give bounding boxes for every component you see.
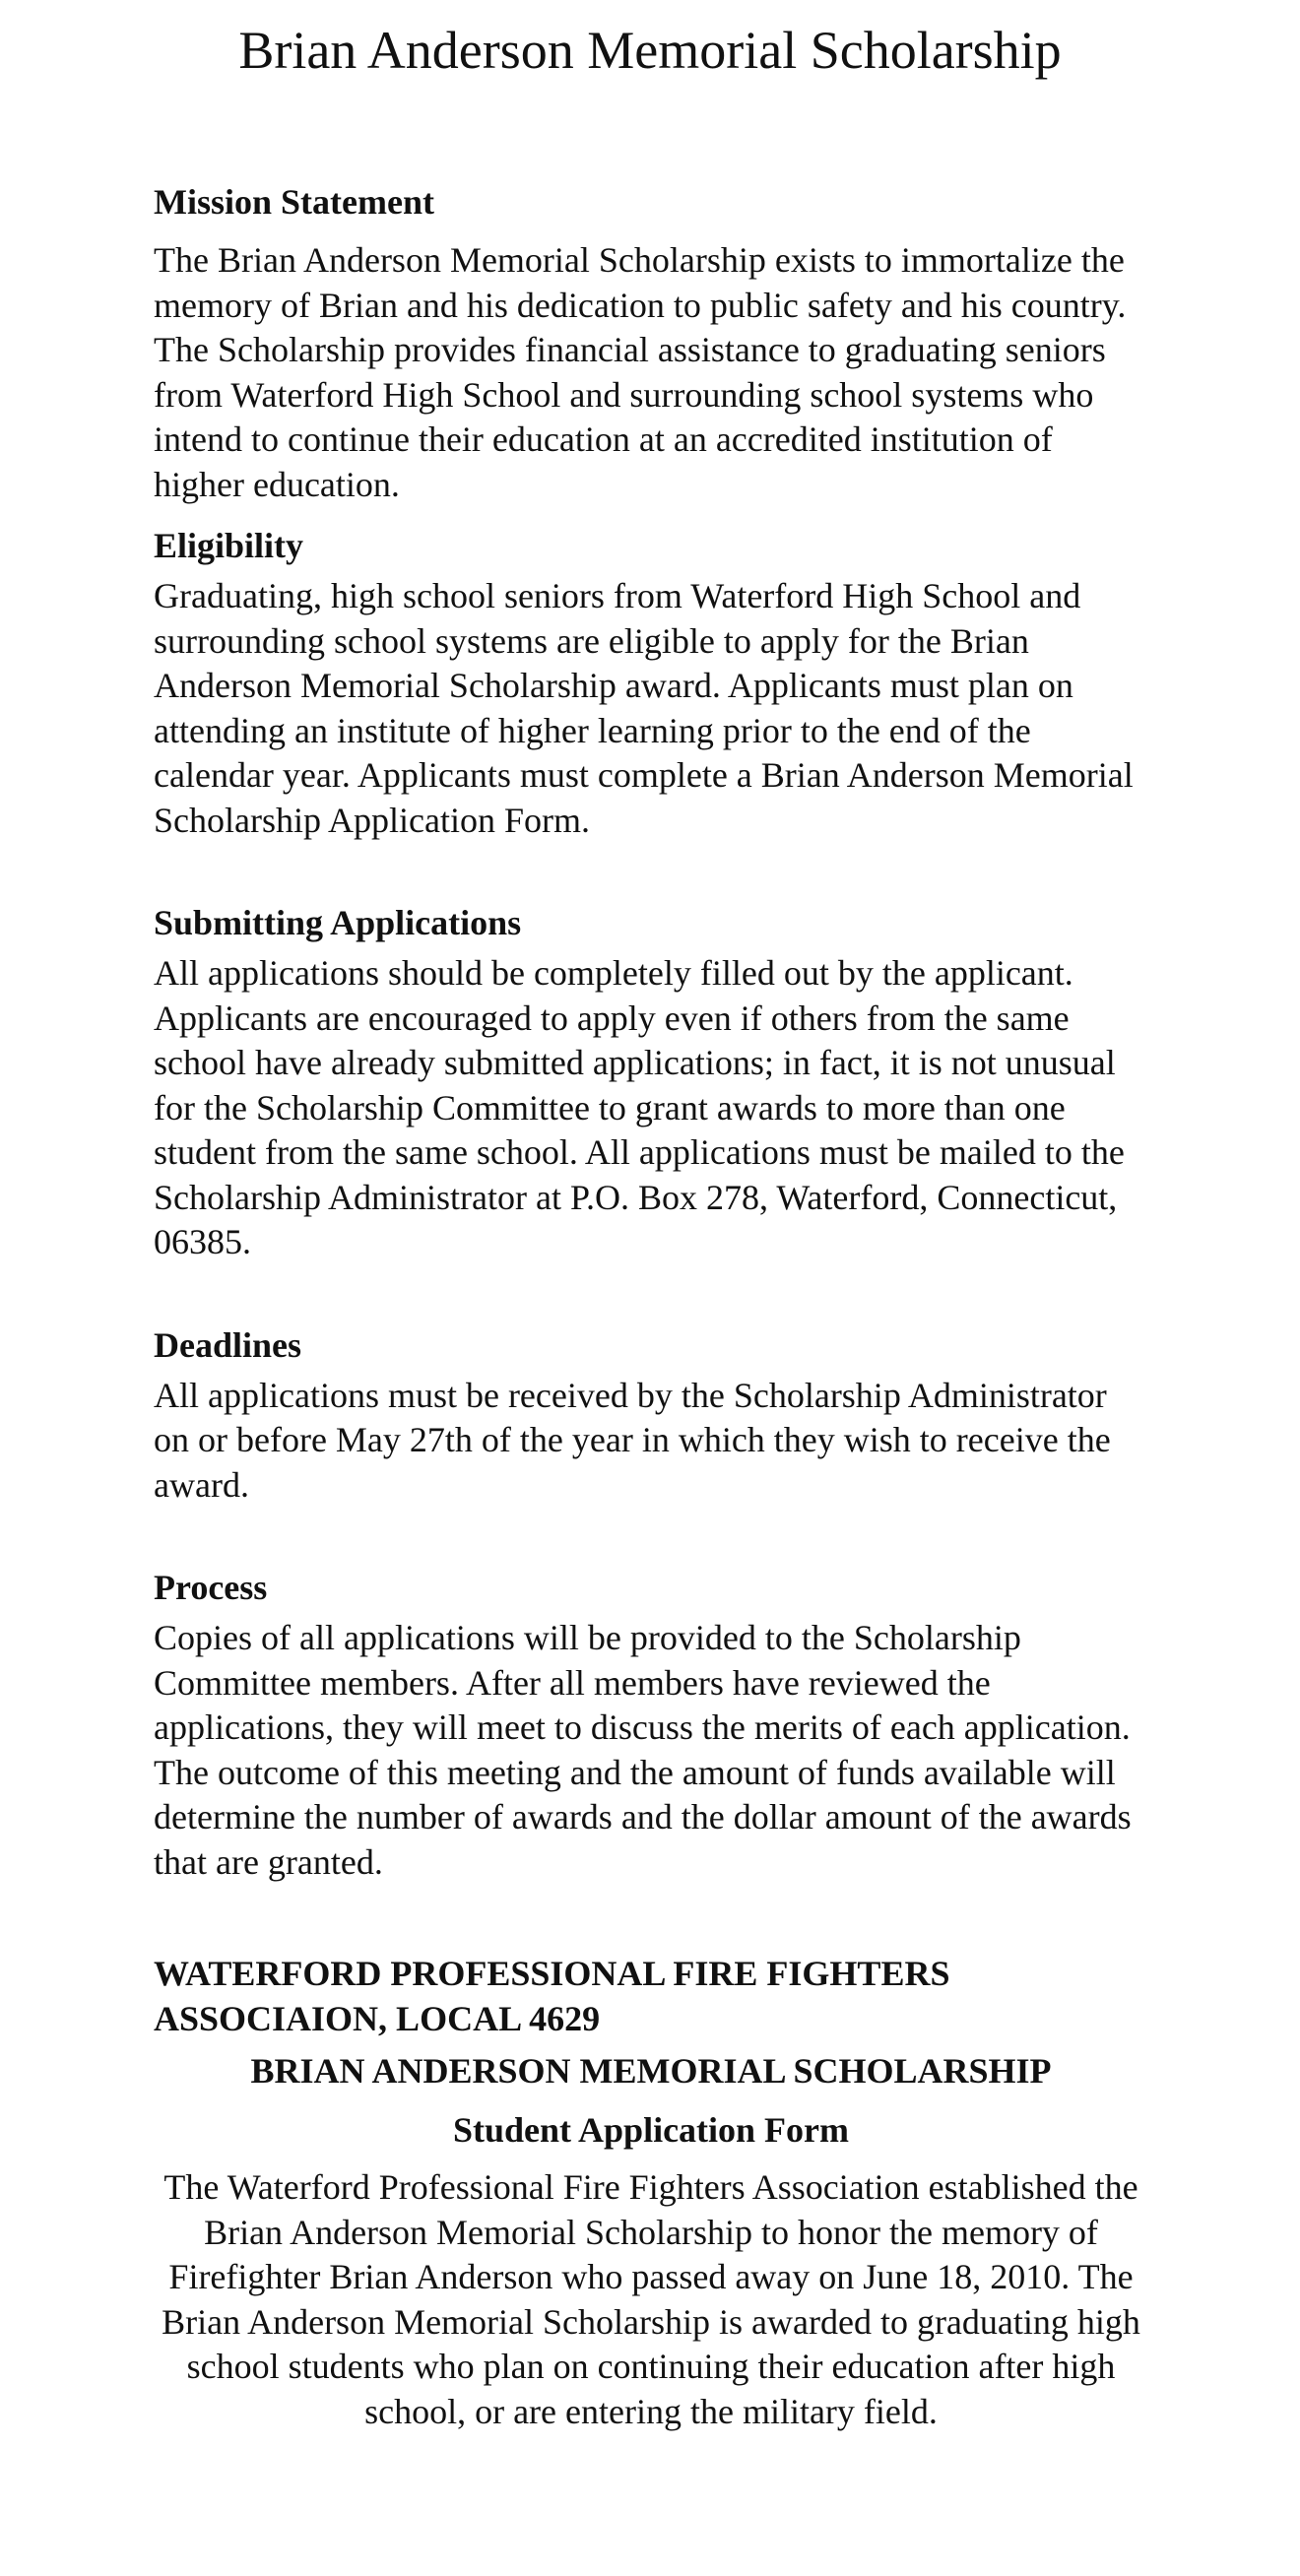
submitting-heading: Submitting Applications bbox=[154, 903, 522, 942]
eligibility-section bbox=[154, 517, 1148, 843]
process-body: Copies of all applications will be provided to the Scholarship Committee members. After all members have reviewed the applications, they will meet to discuss the merits of each application. The outcome of this meeting and the amount of funds available will determine the number of awards and the dollar amount of the awards that are granted. bbox=[154, 1618, 1132, 1882]
process-section bbox=[154, 1559, 1148, 1885]
document-title: Brian Anderson Memorial Scholarship bbox=[238, 21, 1062, 80]
application-form-section bbox=[154, 1952, 1148, 2434]
form-title: Student Application Form bbox=[452, 2110, 850, 2150]
form-intro: The Waterford Professional Fire Fighters Association established the Brian Anderson Memorial Scholarship to honor the memory of Firefighter Brian Anderson who passed away on June 18, 2010. The Brian Anderson Memorial Scholarship is awarded to graduating high school students who plan on continuing their education after high school, or are entering the military field. bbox=[162, 2167, 1140, 2431]
mission-heading: Mission Statement bbox=[154, 182, 434, 222]
mission-section bbox=[154, 173, 1148, 507]
deadlines-section bbox=[154, 1317, 1148, 1509]
organization-title: WATERFORD PROFESSIONAL FIRE FIGHTERS ASSOCIAION, LOCAL 4629 bbox=[154, 1954, 950, 2038]
document-content bbox=[154, 173, 1148, 2434]
eligibility-heading: Eligibility bbox=[154, 526, 304, 565]
mission-body: The Brian Anderson Memorial Scholarship exists to immortalize the memory of Brian and his dedication to public safety and his country. The Scholarship provides financial assistance to graduating seniors from Waterford High School and surrounding school systems who intend to continue their education at an accredited institution of higher education. bbox=[154, 240, 1127, 504]
eligibility-body: Graduating, high school seniors from Waterford High School and surrounding school systems are eligible to apply for the Brian Anderson Memorial Scholarship award. Applicants must plan on attending an institute of higher learning prior to the end of the calendar year. Applicants must complete a Brian Anderson Memorial Scholarship Application Form. bbox=[154, 576, 1134, 840]
submitting-body: All applications should be completely filled out by the applicant. Applicants are encouraged to apply even if others from the same school have already submitted applications; in fact, it is not unusual for the Scholarship Committee to grant awards to more than one student from the same school. All applications must be mailed to the Scholarship Administrator at P.O. Box 278, Waterford, Connecticut, 06385. bbox=[154, 953, 1125, 1261]
process-heading: Process bbox=[154, 1568, 268, 1607]
scholarship-name: BRIAN ANDERSON MEMORIAL SCHOLARSHIP bbox=[250, 2051, 1052, 2091]
submitting-section bbox=[154, 894, 1148, 1265]
deadlines-heading: Deadlines bbox=[154, 1324, 302, 1365]
deadlines-body: All applications must be received by the Scholarship Administrator on or before May 27th of the year in which they wish to receive the award. bbox=[154, 1375, 1111, 1505]
